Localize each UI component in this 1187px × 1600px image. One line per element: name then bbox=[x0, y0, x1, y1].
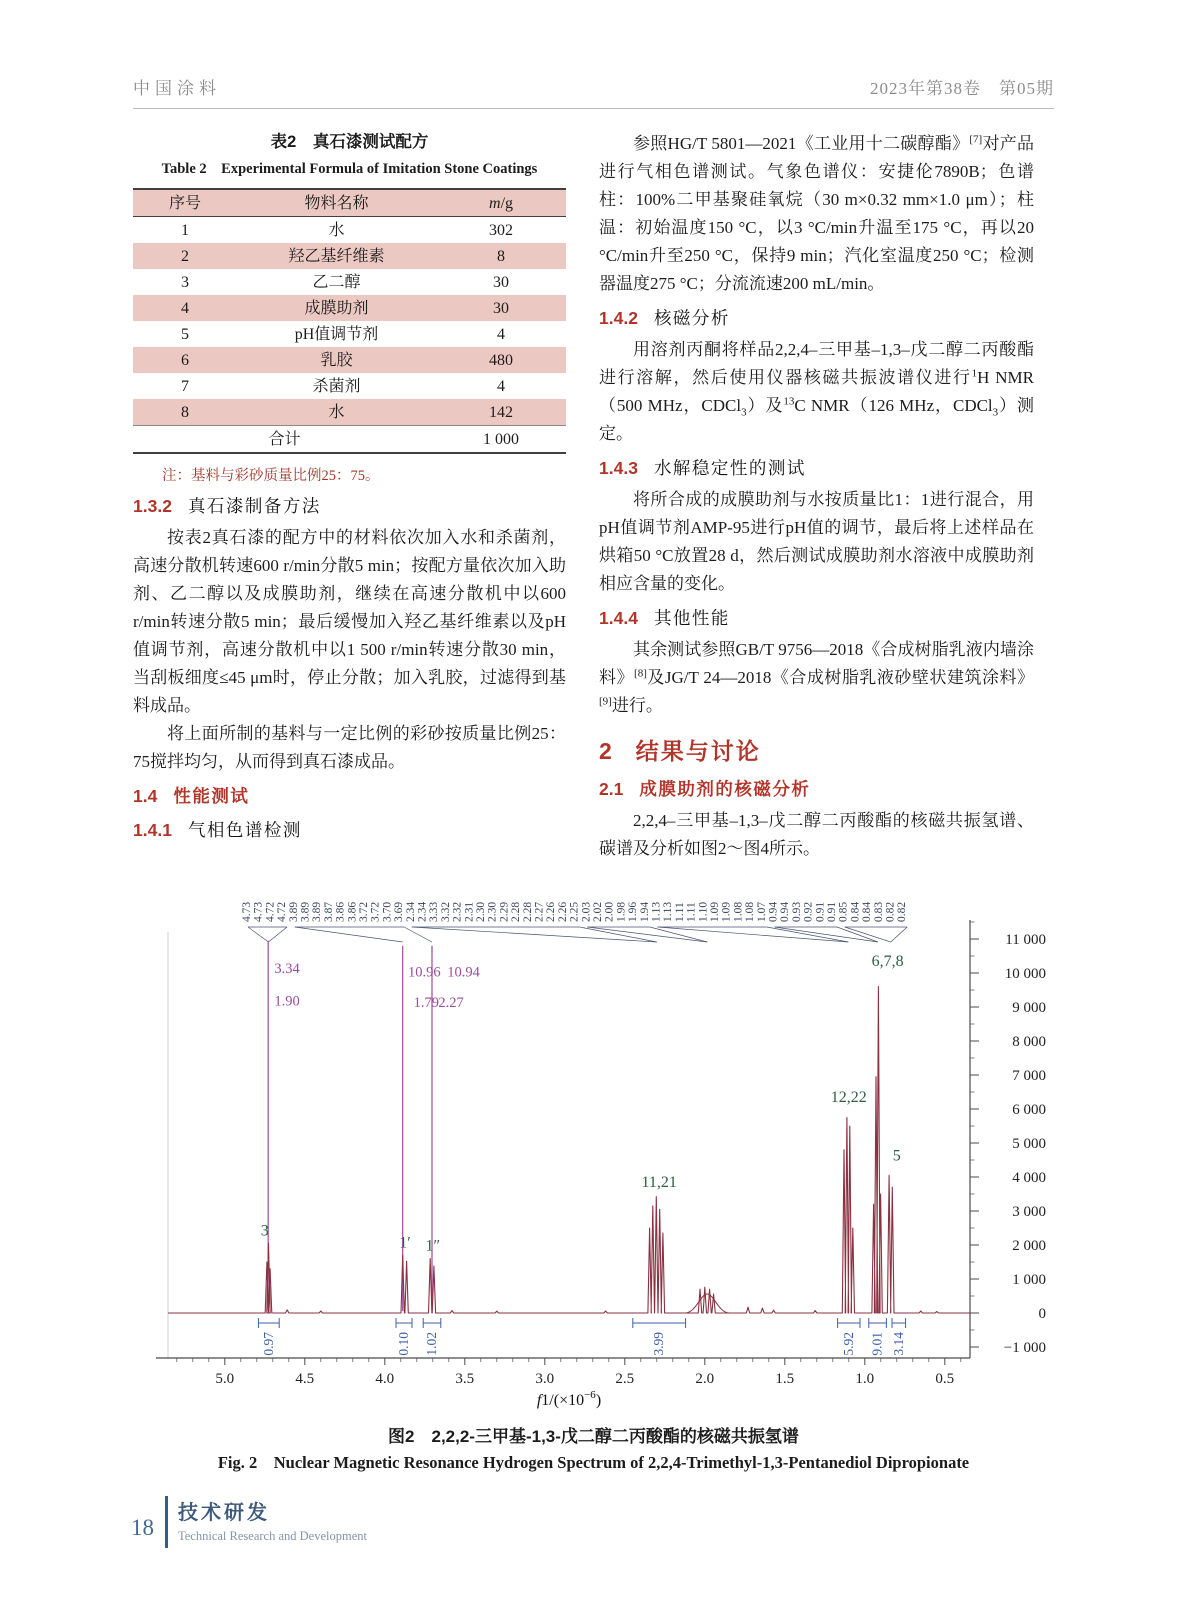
figure-caption-en: Fig. 2 Nuclear Magnetic Resonance Hydrogen Spectrum of 2,2,4-Trimethyl-1,3-Pentanediol Dipropionate bbox=[217, 1453, 970, 1472]
x-tick-label: 3.5 bbox=[455, 1371, 475, 1387]
mass-unit: /g bbox=[500, 194, 514, 212]
col-header-mass bbox=[436, 189, 566, 217]
integral bbox=[258, 1318, 279, 1356]
section-number: 2.1 bbox=[599, 779, 624, 799]
cell-material: 杀菌剂 bbox=[312, 377, 361, 395]
table-row bbox=[133, 399, 566, 426]
section-title: 结果与讨论 bbox=[635, 738, 761, 764]
nmr-spectrum-figure bbox=[140, 856, 1090, 1421]
section-number: 1.4.1 bbox=[133, 820, 172, 840]
shift-label: 3.89 bbox=[311, 901, 324, 922]
section-heading-141 bbox=[133, 817, 566, 844]
shift-label: 0.83 bbox=[872, 901, 885, 922]
formula-table-head bbox=[133, 189, 566, 217]
text-segment: 对产品进行气相色谱测试。气象色谱仪：安捷伦7890B；色谱柱：100%二甲基聚硅氧烷（30 m×0.32 mm×1.0 μm）；柱温：初始温度150 °C，以3 °C/min升温至175 °C，再以20 °C/min升至250 °C，保持9 min；汽化室温度250 °C；检测器温度275 °C；分流流速200 mL/min。 bbox=[599, 134, 1035, 293]
section-number: 1.3.2 bbox=[133, 496, 172, 516]
shift-label: 0.84 bbox=[849, 901, 862, 922]
fan-leg bbox=[845, 927, 891, 942]
total-value: 1 000 bbox=[483, 430, 520, 448]
cell-mass: 30 bbox=[493, 299, 510, 317]
integral bbox=[633, 1318, 686, 1356]
shift-label-fan bbox=[845, 927, 908, 942]
shift-label: 2.34 bbox=[416, 901, 429, 922]
nmr-spectrum bbox=[140, 856, 1090, 1421]
annotation-value: 10.96 bbox=[408, 964, 441, 981]
section-title: 性能测试 bbox=[173, 786, 250, 806]
shift-label: 2.29 bbox=[498, 901, 511, 922]
x-axis-title bbox=[537, 1389, 601, 1409]
section-heading-144 bbox=[599, 605, 1034, 632]
integral bbox=[423, 1318, 441, 1356]
shift-label: 0.94 bbox=[779, 901, 792, 922]
text-sub: 3 bbox=[741, 406, 747, 419]
paragraph-preparation-1: 按表2真石漆的配方中的材料依次加入水和杀菌剂，高速分散机转速600 r/min分散5 min；按配方量依次加入助剂、乙二醇以及成膜助剂，继续在高速分散机中以600 r/min转速分散5 min；最后缓慢加入羟乙基纤维素以及pH值调节剂，高速分散机中以1 500 r/min转速分散30 min，当刮板细度≤45 μm时，停止分散；加入乳胶，过滤得到基料成品。 bbox=[133, 528, 566, 715]
page-header bbox=[133, 74, 1054, 109]
cell-material: 羟乙基纤维素 bbox=[288, 247, 385, 265]
shift-label: 2.25 bbox=[568, 901, 581, 922]
section-heading-132 bbox=[133, 493, 566, 520]
figure-caption-zh: 图2 2,2,2-三甲基-1,3-戊二醇二丙酸酯的核磁共振氢谱 bbox=[388, 1427, 799, 1446]
fan-leg bbox=[891, 927, 907, 942]
issue-info: 2023年第38卷 第05期 bbox=[870, 79, 1054, 98]
shift-label: 3.33 bbox=[428, 901, 441, 922]
x-tick-label: 1.5 bbox=[775, 1371, 795, 1387]
shift-label: 2.28 bbox=[521, 901, 534, 922]
section-heading-142 bbox=[599, 305, 1034, 332]
fan-leg bbox=[404, 927, 432, 942]
table-row bbox=[133, 295, 566, 321]
text-sup: [8] bbox=[634, 667, 647, 680]
total-label: 合计 bbox=[268, 430, 301, 448]
cell-material: 乙二醇 bbox=[312, 273, 361, 291]
paragraph-figure-intro: 2,2,4–三甲基–1,3–戊二醇二丙酸酯的核磁共振氢谱、碳谱及分析如图2～图4所示。 bbox=[599, 811, 1034, 858]
cell-mass: 302 bbox=[489, 221, 514, 239]
x-tick-label: 2.0 bbox=[695, 1371, 715, 1387]
cell-index: 6 bbox=[180, 351, 189, 369]
shift-label: 2.03 bbox=[580, 901, 593, 922]
shift-label: 1.94 bbox=[638, 901, 651, 922]
section-number: 2 bbox=[599, 738, 612, 764]
shift-label: 1.13 bbox=[650, 901, 663, 922]
shift-label: 1.13 bbox=[662, 901, 675, 922]
text-segment: 及JG/T 24—2018《合成树脂乳液砂壁状建筑涂料》 bbox=[646, 668, 1034, 687]
y-tick-label: 1 000 bbox=[1012, 1272, 1046, 1288]
cell-mass: 30 bbox=[493, 273, 510, 291]
shift-label: 2.30 bbox=[486, 901, 499, 922]
cell-material: 乳胶 bbox=[320, 351, 353, 369]
col-header-material: 物料名称 bbox=[304, 194, 369, 212]
journal-name: 中国涂料 bbox=[133, 79, 221, 98]
paragraph-preparation-2: 将上面所制的基料与一定比例的彩砂按质量比例25：75搅拌均匀，从而得到真石漆成品。 bbox=[133, 724, 566, 771]
peak-assignment-label: 6,7,8 bbox=[871, 953, 904, 971]
cell-material: 成膜助剂 bbox=[304, 299, 369, 317]
integral bbox=[838, 1318, 860, 1356]
section-title: 气相色谱检测 bbox=[187, 820, 302, 840]
x-tick-label: 4.5 bbox=[295, 1371, 315, 1387]
annotation-value: 3.34 bbox=[274, 961, 300, 977]
x-axis-title-part: ) bbox=[595, 1392, 602, 1409]
page-number: 18 bbox=[131, 1515, 154, 1540]
table-note: 注：基料与彩砂质量比例25：75。 bbox=[162, 468, 380, 484]
y-tick-label: 10 000 bbox=[1004, 966, 1046, 982]
text-sup: [9] bbox=[599, 695, 612, 708]
integral-value: 1.02 bbox=[424, 1332, 439, 1356]
integral-value: 3.99 bbox=[651, 1332, 667, 1356]
y-tick-label: −1 000 bbox=[1003, 1340, 1046, 1356]
text-segment: 用溶剂丙酮将样品2,2,4–三甲基–1,3–戊二醇二丙酸酯进行溶解，然后使用仪器核磁共振波谱仪进行 bbox=[599, 340, 1034, 387]
shift-label: 0.84 bbox=[861, 901, 874, 922]
peak-assignment-label: 11,21 bbox=[641, 1174, 677, 1192]
text-segment: ）及 bbox=[746, 396, 784, 415]
x-tick-label: 4.0 bbox=[375, 1371, 395, 1387]
shift-label: 2.00 bbox=[603, 901, 616, 922]
spectrum-curve bbox=[168, 987, 970, 1313]
x-tick-label: 3.0 bbox=[535, 1371, 555, 1387]
fan-leg bbox=[248, 927, 268, 942]
fan-leg bbox=[268, 927, 287, 942]
y-axis bbox=[970, 920, 1046, 1358]
peak-assignment-label: 1″ bbox=[425, 1237, 441, 1255]
y-tick-label: 9 000 bbox=[1012, 1000, 1046, 1016]
shift-label: 2.02 bbox=[592, 901, 604, 922]
y-tick-label: 0 bbox=[1038, 1306, 1046, 1322]
shift-label: 1.09 bbox=[720, 901, 733, 922]
shift-label-fan bbox=[412, 927, 657, 942]
footer-section-en: Technical Research and Development bbox=[178, 1528, 367, 1543]
solvent-hump bbox=[685, 1294, 730, 1313]
col-header-index: 序号 bbox=[168, 194, 201, 212]
cell-mass: 8 bbox=[497, 247, 506, 265]
shift-label: 1.96 bbox=[627, 901, 640, 922]
section-heading-14 bbox=[133, 783, 566, 810]
shift-label: 0.82 bbox=[896, 901, 909, 922]
cell-mass: 4 bbox=[497, 325, 506, 343]
annotation-value: 1.90 bbox=[274, 993, 300, 1010]
integral bbox=[396, 1318, 412, 1356]
cell-index: 1 bbox=[180, 221, 189, 239]
text-segment: ）测定。 bbox=[599, 396, 1035, 443]
footer-section bbox=[178, 1496, 367, 1548]
integral-value: 3.14 bbox=[890, 1332, 906, 1356]
y-tick-label: 5 000 bbox=[1012, 1136, 1046, 1152]
shift-label: 3.87 bbox=[322, 901, 335, 922]
shift-label: 4.73 bbox=[252, 901, 265, 922]
shift-label: 1.08 bbox=[744, 901, 757, 922]
page-footer bbox=[131, 1496, 367, 1548]
shift-label-fan bbox=[248, 927, 287, 942]
shift-label: 1.10 bbox=[697, 901, 710, 922]
cell-index: 7 bbox=[180, 377, 189, 395]
shift-label: 3.72 bbox=[358, 901, 370, 922]
table-caption-en: Table 2 Experimental Formula of Imitation Stone Coatings bbox=[161, 161, 538, 177]
table-row bbox=[133, 243, 566, 269]
shift-label: 3.70 bbox=[381, 901, 394, 922]
section-title: 水解稳定性的测试 bbox=[653, 458, 806, 478]
y-tick-label: 7 000 bbox=[1012, 1068, 1046, 1084]
shift-label: 4.72 bbox=[264, 901, 277, 922]
section-title: 成膜助剂的核磁分析 bbox=[639, 779, 811, 799]
cell-material: pH值调节剂 bbox=[294, 325, 379, 343]
x-axis-title-sup: −6 bbox=[584, 1389, 596, 1401]
shift-label: 3.32 bbox=[439, 901, 452, 922]
text-sub: 3 bbox=[992, 406, 999, 419]
paragraph-nmr-method bbox=[599, 336, 1034, 448]
fan-leg bbox=[767, 927, 849, 942]
x-tick-label: 1.0 bbox=[855, 1371, 875, 1387]
shift-label: 3.89 bbox=[287, 901, 300, 922]
section-heading-21 bbox=[599, 776, 1034, 803]
x-tick-label: 2.5 bbox=[615, 1371, 635, 1387]
right-column bbox=[599, 118, 1034, 863]
integral-value: 0.10 bbox=[396, 1332, 411, 1356]
shift-label: 1.11 bbox=[685, 902, 698, 922]
cell-index: 2 bbox=[180, 247, 189, 265]
cell-index: 8 bbox=[180, 403, 189, 421]
integral-value: 5.92 bbox=[840, 1332, 856, 1356]
shift-label: 1.09 bbox=[709, 901, 721, 922]
shift-label: 0.93 bbox=[790, 901, 803, 922]
fan-leg bbox=[775, 927, 878, 942]
shift-label: 0.91 bbox=[814, 901, 827, 922]
shift-label: 0.82 bbox=[884, 901, 897, 922]
section-number: 1.4.2 bbox=[599, 308, 638, 328]
integral-value: 9.01 bbox=[869, 1332, 885, 1356]
integral bbox=[869, 1318, 887, 1356]
shift-label: 1.07 bbox=[755, 901, 768, 922]
shift-labels bbox=[241, 902, 908, 942]
y-tick-label: 3 000 bbox=[1012, 1204, 1046, 1220]
table-row bbox=[133, 217, 566, 244]
annotation-value: 2.27 bbox=[438, 995, 464, 1011]
cell-mass: 142 bbox=[489, 403, 514, 421]
cell-mass: 480 bbox=[489, 351, 514, 369]
text-segment: 进行。 bbox=[611, 696, 663, 715]
shift-label: 3.69 bbox=[393, 901, 406, 922]
y-tick-label: 8 000 bbox=[1012, 1034, 1046, 1050]
shift-label: 0.92 bbox=[802, 901, 815, 922]
text-sup: [7] bbox=[969, 133, 983, 146]
text-segment: C NMR（126 MHz，CDCl bbox=[794, 396, 993, 415]
cell-material: 水 bbox=[328, 403, 345, 421]
text-sup: 1 bbox=[971, 367, 978, 380]
peak-assignment-label: 5 bbox=[892, 1147, 901, 1165]
footer-section-zh: 技术研发 bbox=[178, 1501, 270, 1524]
shift-label: 0.91 bbox=[826, 901, 838, 922]
cell-index: 3 bbox=[180, 273, 189, 291]
fan-leg bbox=[412, 927, 657, 942]
shift-label: 2.34 bbox=[404, 901, 417, 922]
shift-label: 1.11 bbox=[673, 902, 686, 922]
table-header-row bbox=[133, 189, 566, 217]
table-row bbox=[133, 373, 566, 399]
x-axis-title-part: 1/(×10 bbox=[541, 1392, 585, 1409]
x-axis bbox=[156, 1358, 970, 1387]
formula-table-body bbox=[133, 217, 566, 454]
table-row bbox=[133, 347, 566, 373]
integral-value: 0.97 bbox=[260, 1332, 276, 1356]
fan-leg bbox=[650, 927, 707, 942]
section-number: 1.4 bbox=[133, 786, 158, 806]
shift-label: 2.28 bbox=[510, 901, 523, 922]
section-heading-2 bbox=[599, 734, 1034, 768]
shift-label: 4.72 bbox=[276, 901, 289, 922]
shift-label: 3.72 bbox=[369, 901, 382, 922]
left-column bbox=[133, 118, 566, 848]
shift-label-fan bbox=[658, 927, 849, 942]
shift-label: 2.31 bbox=[463, 901, 476, 922]
paragraph-other-tests bbox=[599, 636, 1034, 720]
shift-label: 3.86 bbox=[334, 901, 347, 922]
text-segment: H NMR（500 MHz，CDCl bbox=[599, 368, 1034, 415]
cell-index: 5 bbox=[180, 325, 189, 343]
fan-leg bbox=[295, 927, 403, 942]
table-row bbox=[133, 321, 566, 347]
footer-divider bbox=[165, 1496, 168, 1548]
annotation-value: 1.79 bbox=[413, 995, 439, 1011]
section-title: 其他性能 bbox=[653, 608, 730, 628]
x-tick-label: 0.5 bbox=[935, 1371, 955, 1387]
y-tick-label: 6 000 bbox=[1012, 1102, 1046, 1118]
mass-symbol: m bbox=[489, 194, 501, 212]
section-number: 1.4.3 bbox=[599, 458, 638, 478]
text-sup: 13 bbox=[783, 395, 795, 408]
peak-assignment-label: 12,22 bbox=[830, 1089, 867, 1107]
section-title: 核磁分析 bbox=[653, 308, 730, 328]
text-segment: 参照HG/T 5801—2021《工业用十二碳醇酯》 bbox=[633, 134, 970, 153]
x-tick-label: 5.0 bbox=[215, 1371, 235, 1387]
formula-table bbox=[133, 188, 566, 454]
shift-label: 2.26 bbox=[545, 901, 558, 922]
shift-label: 2.26 bbox=[556, 901, 569, 922]
y-tick-label: 4 000 bbox=[1012, 1170, 1046, 1186]
y-tick-label: 11 000 bbox=[1005, 932, 1046, 948]
table-total-row bbox=[133, 426, 566, 454]
section-heading-143 bbox=[599, 455, 1034, 482]
table-caption-zh: 表2 真石漆测试配方 bbox=[270, 133, 429, 151]
paragraph-gc-method bbox=[599, 130, 1034, 298]
cell-index: 4 bbox=[180, 299, 189, 317]
fan-leg bbox=[658, 927, 849, 942]
shift-label: 0.85 bbox=[837, 901, 850, 922]
shift-label: 4.73 bbox=[241, 901, 253, 922]
shift-label: 3.89 bbox=[299, 901, 312, 922]
table-row bbox=[133, 269, 566, 295]
cell-material: 水 bbox=[328, 221, 345, 239]
shift-label: 1.08 bbox=[732, 901, 745, 922]
section-number: 1.4.4 bbox=[599, 608, 638, 628]
shift-label: 0.94 bbox=[767, 901, 780, 922]
peak-assignment-label: 3 bbox=[260, 1222, 269, 1240]
section-title: 真石漆制备方法 bbox=[187, 496, 321, 516]
shift-label-fan bbox=[775, 927, 878, 942]
shift-label-fan bbox=[295, 927, 432, 942]
x-axis-title-part: f bbox=[536, 1392, 542, 1409]
annotation-value: 10.94 bbox=[447, 964, 480, 981]
fan-leg bbox=[837, 927, 878, 942]
shift-label: 2.27 bbox=[533, 901, 546, 922]
y-tick-label: 2 000 bbox=[1012, 1238, 1046, 1254]
shift-label: 2.32 bbox=[451, 901, 464, 922]
peak-assignment-label: 1′ bbox=[399, 1234, 411, 1252]
shift-label: 2.30 bbox=[475, 901, 487, 922]
shift-label: 3.86 bbox=[346, 901, 359, 922]
paragraph-hydrolysis: 将所合成的成膜助剂与水按质量比1：1进行混合，用pH值调节剂AMP-95进行pH值的调节，最后将上述样品在烘箱50 °C放置28 d，然后测试成膜助剂水溶液中成膜助剂相应含量的变化。 bbox=[599, 490, 1034, 593]
integral bbox=[891, 1318, 906, 1356]
text-segment: 其余测试参照GB/T 9756—2018《合成树脂乳液内墙涂料》 bbox=[599, 640, 1034, 687]
cell-mass: 4 bbox=[497, 377, 506, 395]
shift-label: 1.98 bbox=[615, 901, 628, 922]
